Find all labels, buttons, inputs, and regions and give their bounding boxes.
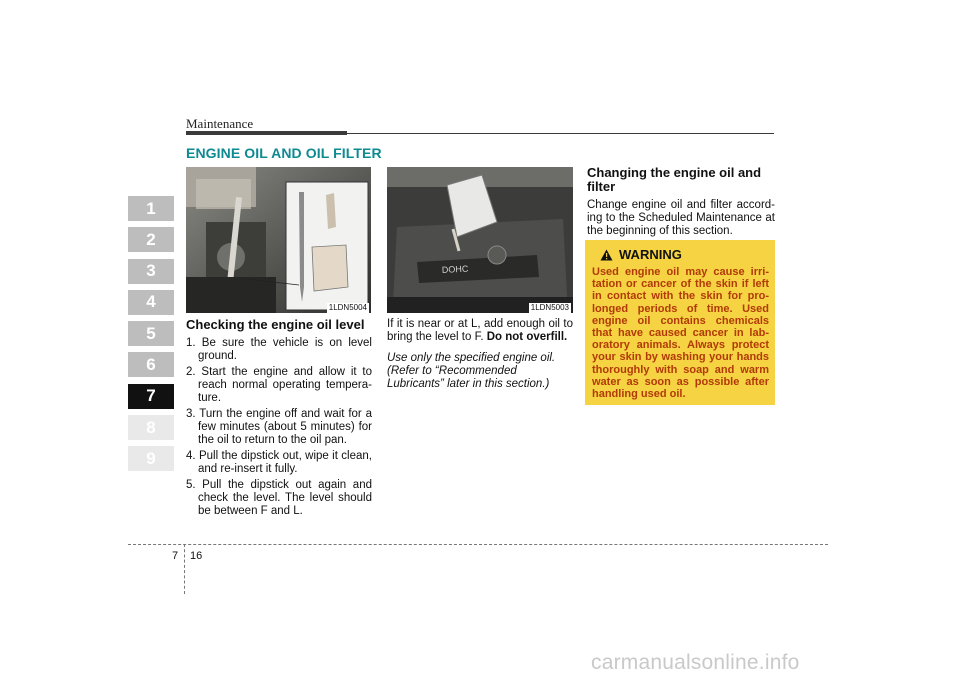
checking-heading: Checking the engine oil level (186, 317, 365, 332)
level-instruction: If it is near or at L, add enough oil to bring the level to F. (387, 318, 573, 343)
svg-text:DOHC: DOHC (441, 263, 469, 275)
step-item: 3. Turn the engine off and wait for a few minutes (about 5 minutes) for the oil to return to the oil pan. (186, 408, 372, 446)
oil-filling-illustration (387, 167, 573, 313)
photo-code: 1LDN5003 (530, 303, 569, 312)
step-item: 2. Start the engine and allow it to reach normal operating tempera-ture. (186, 366, 372, 404)
checking-section (186, 318, 372, 521)
warning-header (600, 247, 769, 262)
changing-heading: Changing the engine oil and filter (587, 165, 762, 194)
footer-divider (128, 544, 828, 545)
dipstick-photo (186, 167, 371, 313)
warning-text: Used engine oil may cause irri-tation or cancer of the skin if left in contact with the skin for pro-longed periods of time. Used engine oil contains chemicals that have caused cancer in lab-oratory animals. Always protect your skin by washing your hands thoroughly with soap and warm water as soon as possible after handling used oil. (592, 266, 769, 401)
watermark: carmanualsonline.info (591, 651, 800, 674)
header-rule (347, 133, 774, 134)
oil-spec-note: Use only the specified engine oil. (Refer to “Recommended Lubricants” later in this section.) (387, 352, 556, 390)
chapter-tab-8[interactable]: 8 (128, 415, 174, 440)
step-item: 4. Pull the dipstick out, wipe it clean, and re-insert it fully. (186, 450, 372, 475)
page-number: 16 (190, 550, 203, 562)
chapter-tab-4[interactable]: 4 (128, 290, 174, 315)
photo-code: 1LDN5004 (328, 303, 367, 312)
warning-triangle-icon (600, 249, 613, 261)
chapter-tab-9[interactable]: 9 (128, 446, 174, 471)
chapter-tab-6[interactable]: 6 (128, 352, 174, 377)
chapter-tab-3[interactable]: 3 (128, 259, 174, 284)
dipstick-illustration (186, 167, 371, 313)
chapter-tab-1[interactable]: 1 (128, 196, 174, 221)
warning-box (585, 240, 775, 405)
level-section (387, 318, 573, 391)
step-item: 1. Be sure the vehicle is on level ground. (186, 337, 372, 362)
chapter-tabs (128, 196, 174, 478)
changing-text: Change engine oil and filter accord-ing to the Scheduled Maintenance at the beginning of this section. (587, 199, 775, 237)
checking-steps (186, 337, 372, 518)
page-chapter: 7 (172, 550, 179, 562)
header-bar (186, 131, 347, 135)
chapter-tab-2[interactable]: 2 (128, 227, 174, 252)
overfill-warning: Do not overfill. (486, 331, 568, 343)
level-text (387, 318, 573, 344)
warning-title: WARNING (619, 247, 682, 262)
oil-filling-photo (387, 167, 573, 313)
footer-vertical-divider (184, 544, 185, 594)
changing-section (587, 166, 775, 238)
chapter-tab-5[interactable]: 5 (128, 321, 174, 346)
step-item: 5. Pull the dipstick out again and check the level. The level should be between F and L. (186, 479, 372, 517)
chapter-tab-7[interactable]: 7 (128, 384, 174, 409)
section-title: ENGINE OIL AND OIL FILTER (186, 145, 382, 161)
header-title: Maintenance (186, 116, 254, 131)
